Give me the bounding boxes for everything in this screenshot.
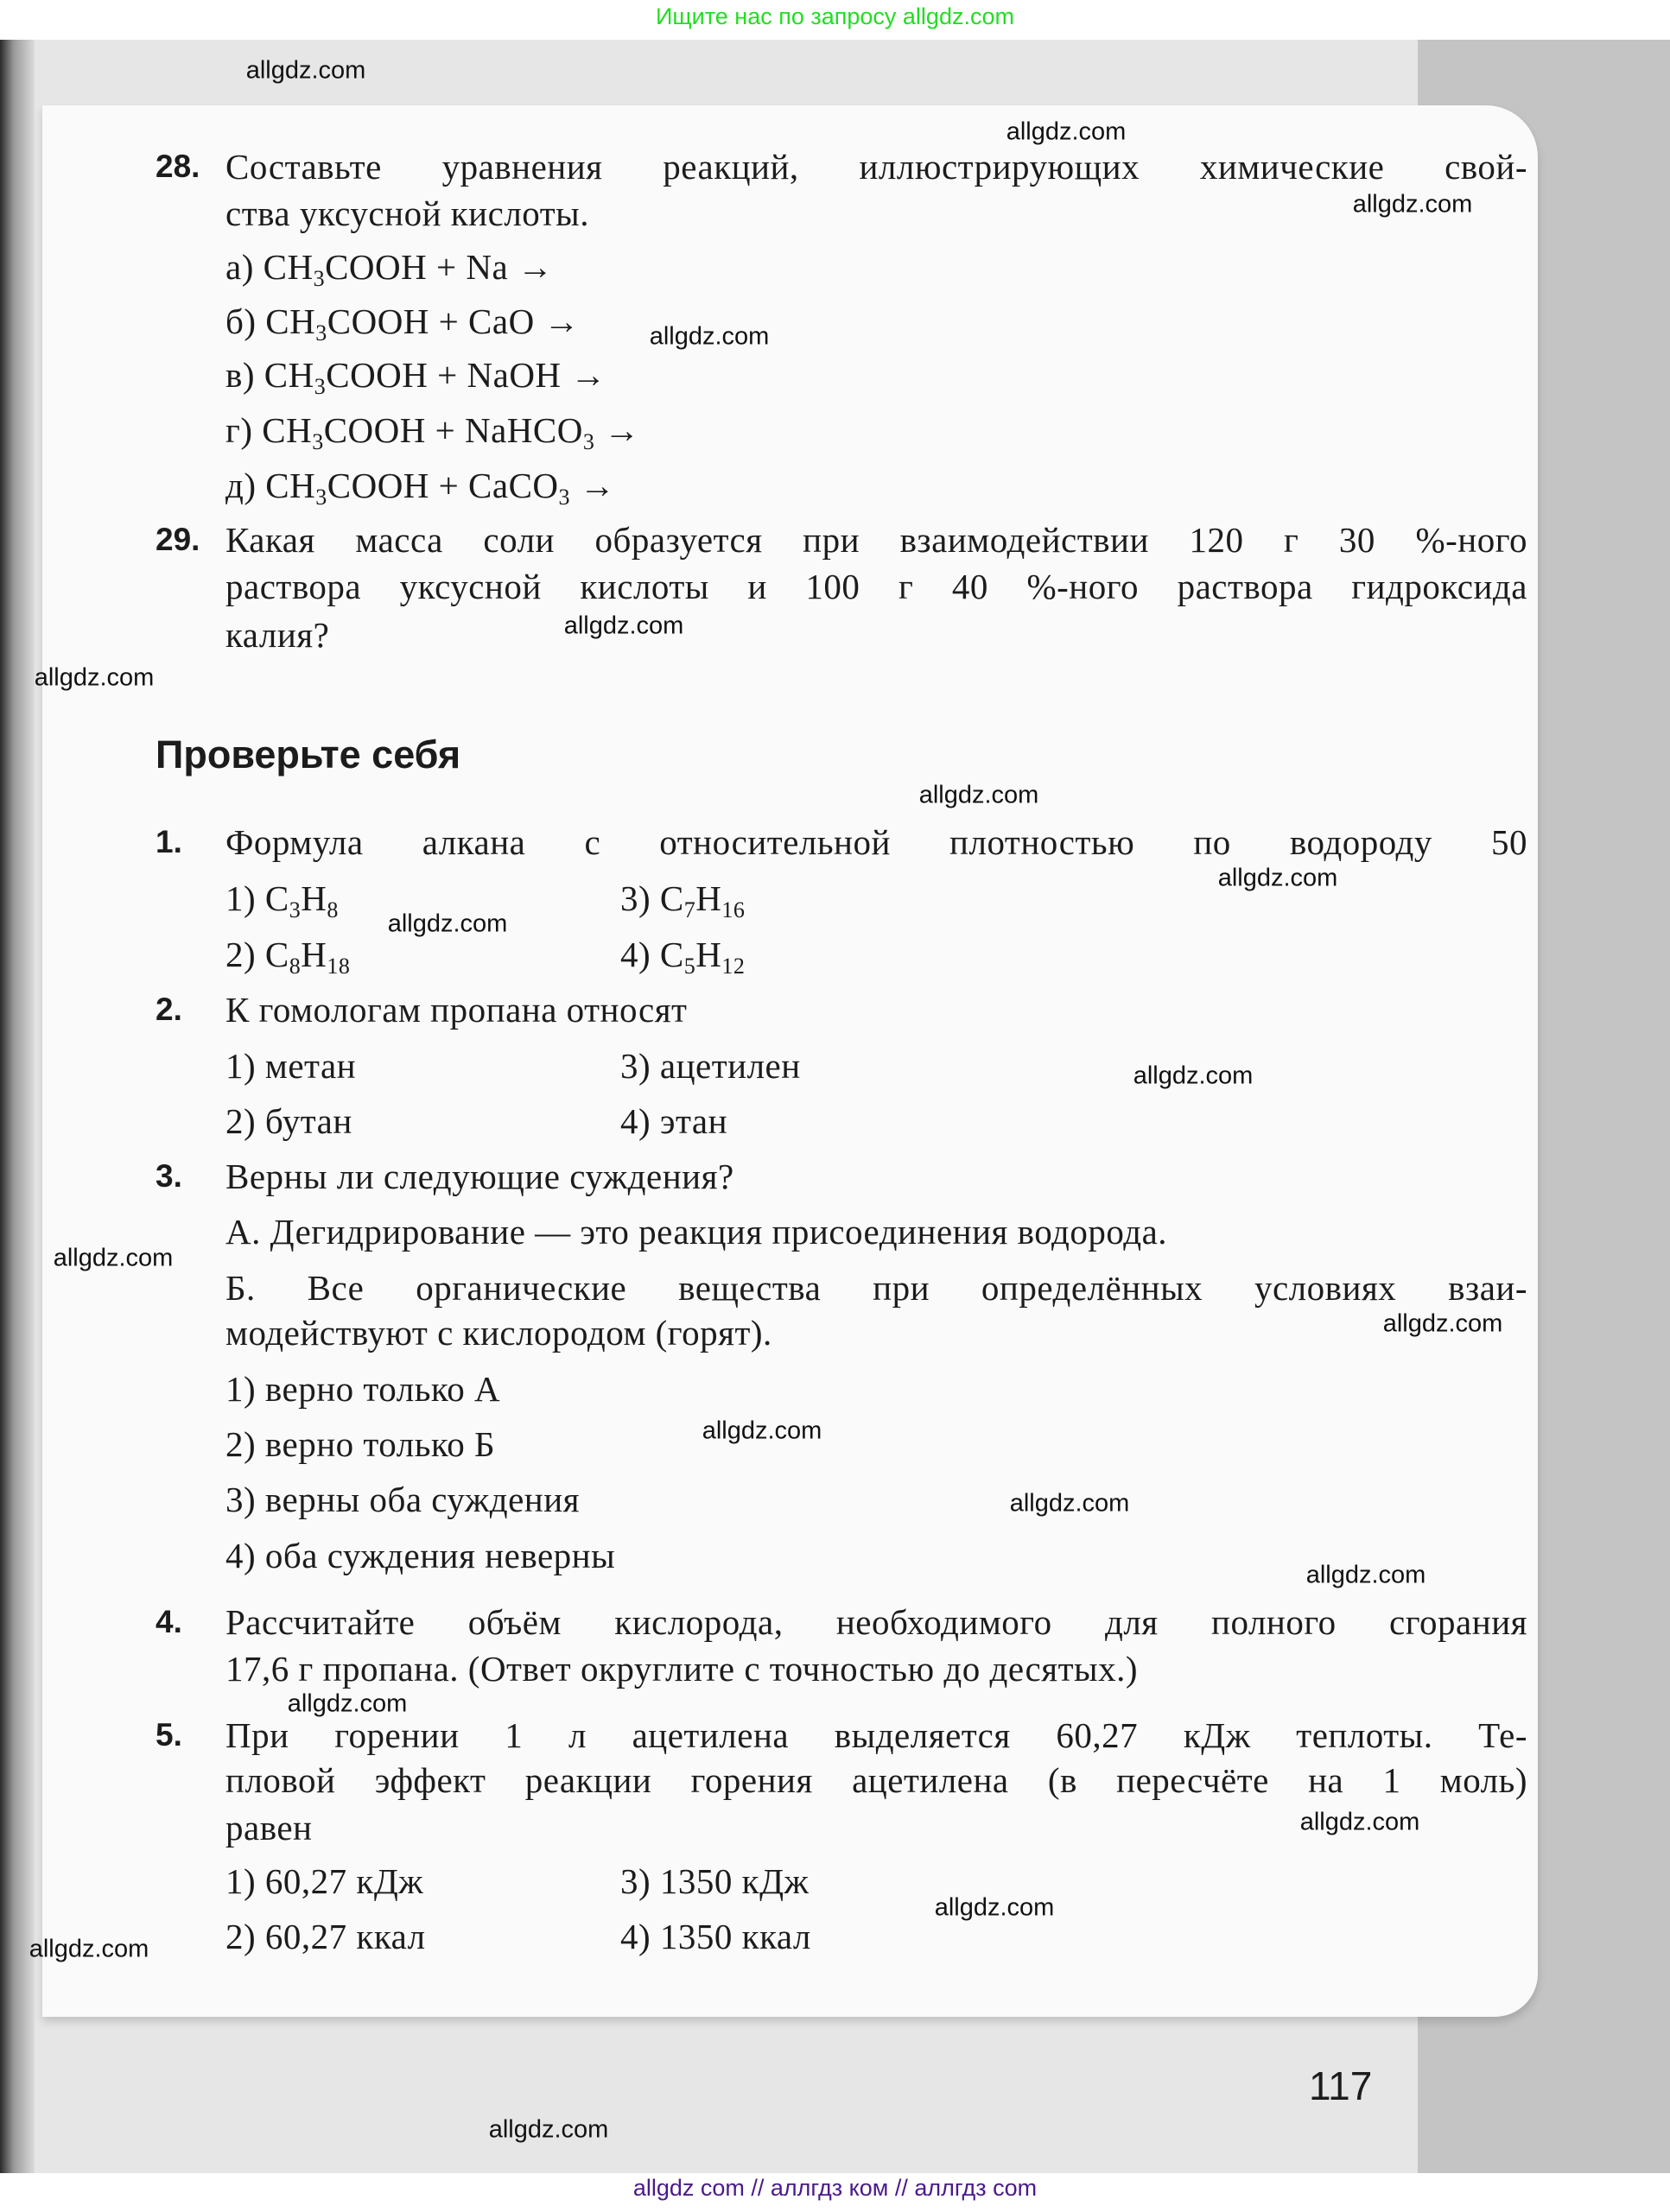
formula-subscript: 3 [582, 429, 595, 454]
reaction-item [225, 352, 606, 397]
formula-text: COOH + NaOH → [326, 355, 606, 395]
formula-subscript: 8 [289, 954, 302, 979]
reaction-item [225, 244, 553, 289]
question-number: 1. [156, 824, 182, 859]
formula-text: 3) C [620, 878, 684, 918]
question-text: равен [225, 1808, 313, 1848]
answer-option [620, 876, 745, 921]
formula-subscript: 3 [315, 485, 327, 510]
answer-option: 1) 60,27 кДж [225, 1861, 424, 1901]
formula-text: г) CH [225, 410, 313, 450]
formula-text: 4) C [620, 935, 684, 974]
book-spine [0, 40, 35, 2173]
top-banner-link[interactable]: Ищите нас по запросу allgdz.com [656, 3, 1014, 29]
watermark: allgdz.com [287, 1689, 408, 1718]
formula-text: 1) C [225, 878, 289, 918]
formula-text: б) CH [225, 301, 316, 341]
page-number: 117 [1309, 2063, 1373, 2108]
reaction-item [225, 463, 615, 508]
formula-subscript: 8 [327, 897, 339, 922]
watermark: allgdz.com [1382, 1309, 1503, 1338]
answer-option: 4) 1350 ккал [620, 1917, 811, 1956]
footer-links[interactable]: allgdz com // аллгдз ком // аллгдз com [632, 2175, 1038, 2201]
question-text: Рассчитайте объём кислорода, необходимого для полного сгорания [225, 1602, 1527, 1642]
watermark: allgdz.com [934, 1893, 1055, 1922]
statement: А. Дегидрирование — это реакция присоединения водорода. [225, 1212, 1168, 1252]
formula-subscript: 3 [312, 429, 324, 454]
formula-text: а) CH [225, 247, 314, 287]
reaction-item [225, 408, 640, 453]
question-text: 17,6 г пропана. (Ответ округлите с точностью до десятых.) [225, 1649, 1138, 1689]
answer-option: 1) верно только А [225, 1369, 501, 1409]
formula-subscript: 12 [721, 954, 746, 979]
answer-option: 2) верно только Б [225, 1424, 496, 1464]
question-text: пловой эффект реакции горения ацетилена (в пересчёте на 1 моль) [225, 1760, 1527, 1800]
formula-text: → [570, 466, 616, 505]
watermark: allgdz.com [245, 56, 366, 85]
answer-option: 1) метан [225, 1046, 357, 1086]
watermark: allgdz.com [1352, 190, 1473, 219]
answer-option: 2) бутан [225, 1101, 352, 1141]
formula-text: COOH + CaO → [327, 301, 580, 341]
task-number: 28. [156, 149, 200, 184]
watermark: allgdz.com [918, 781, 1039, 809]
question-text: Верны ли следующие суждения? [225, 1157, 734, 1196]
answer-option: 4) оба суждения неверны [225, 1536, 616, 1575]
section-heading: Проверьте себя [156, 732, 461, 776]
watermark: allgdz.com [702, 1417, 822, 1445]
formula-subscript: 18 [327, 954, 351, 979]
watermark: allgdz.com [1299, 1808, 1420, 1836]
watermark: allgdz.com [1305, 1561, 1426, 1589]
question-number: 4. [156, 1604, 182, 1639]
reaction-item [225, 299, 580, 344]
formula-subscript: 7 [683, 897, 696, 922]
formula-text: → [594, 410, 640, 450]
task-text: Какая масса соли образуется при взаимодействии 120 г 30 %-ного [225, 520, 1527, 560]
formula-subscript: 3 [315, 320, 327, 345]
question-text: При горении 1 л ацетилена выделяется 60,27 кДж теплоты. Те- [225, 1715, 1527, 1755]
answer-option: 3) ацетилен [620, 1046, 801, 1086]
watermark: allgdz.com [53, 1244, 174, 1272]
task-text: Составьте уравнения реакций, иллюстрирующих химические свой- [225, 147, 1527, 187]
task-text: ства уксусной кислоты. [225, 193, 589, 233]
question-text: К гомологам пропана относят [225, 990, 688, 1030]
task-number: 29. [156, 522, 200, 557]
answer-option: 2) 60,27 ккал [225, 1917, 426, 1956]
watermark: allgdz.com [1006, 117, 1127, 146]
formula-text: 2) C [225, 935, 289, 974]
question-number: 3. [156, 1158, 182, 1194]
watermark: allgdz.com [1009, 1489, 1130, 1518]
formula-subscript: 5 [683, 954, 696, 979]
question-number: 2. [156, 992, 182, 1027]
question-number: 5. [156, 1717, 182, 1752]
watermark: allgdz.com [1217, 864, 1338, 892]
task-text: раствора уксусной кислоты и 100 г 40 %-ного раствора гидроксида [225, 567, 1527, 606]
statement: Б. Все органические вещества при определённых условиях взаи- [225, 1268, 1527, 1308]
formula-text: д) CH [225, 466, 316, 505]
formula-text: H [301, 935, 327, 974]
watermark: allgdz.com [387, 910, 508, 938]
formula-subscript: 3 [558, 485, 571, 510]
answer-option: 4) этан [620, 1101, 728, 1141]
formula-text: COOH + Na → [325, 247, 554, 287]
formula-subscript: 3 [314, 374, 327, 399]
watermark: allgdz.com [34, 663, 155, 692]
statement: модействуют с кислородом (горят). [225, 1313, 772, 1353]
answer-option [225, 932, 350, 977]
answer-option: 3) верны оба суждения [225, 1480, 581, 1519]
formula-text: H [695, 935, 722, 974]
answer-option [225, 876, 339, 921]
answer-option: 3) 1350 кДж [620, 1861, 810, 1901]
watermark: allgdz.com [1133, 1062, 1254, 1090]
watermark: allgdz.com [563, 612, 684, 640]
formula-subscript: 3 [313, 266, 326, 291]
formula-text: COOH + CaCO [327, 466, 559, 505]
watermark: allgdz.com [649, 322, 770, 351]
answer-option [620, 932, 745, 977]
formula-text: в) CH [225, 355, 314, 395]
task-text: калия? [225, 615, 330, 655]
formula-subscript: 3 [289, 897, 302, 922]
watermark: allgdz.com [29, 1935, 149, 1963]
formula-text: H [695, 878, 722, 918]
formula-subscript: 16 [721, 897, 746, 922]
question-text: Формула алкана с относительной плотностью по водороду 50 [225, 822, 1527, 862]
watermark: allgdz.com [488, 2115, 609, 2144]
formula-text: H [301, 878, 327, 918]
formula-text: COOH + NaHCO [323, 410, 583, 450]
